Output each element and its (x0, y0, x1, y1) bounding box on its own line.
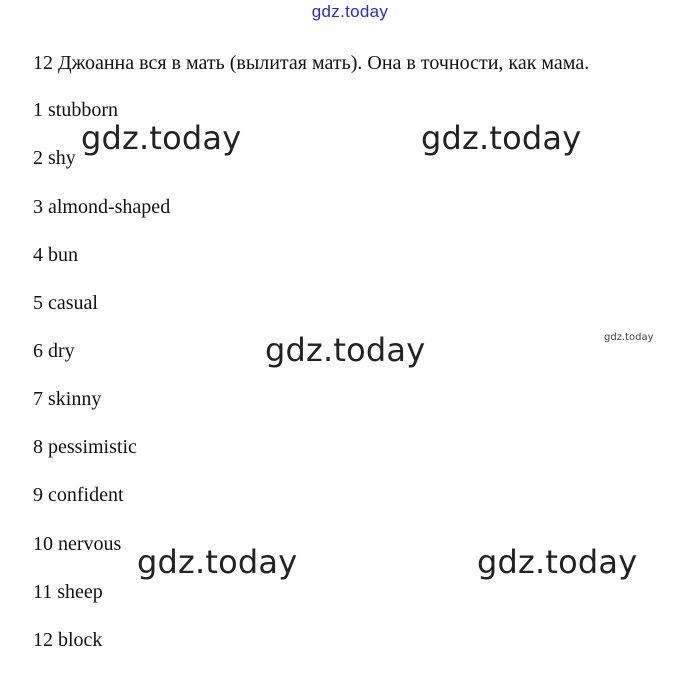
list-item: 4 bun (33, 244, 78, 266)
list-item: 2 shy (33, 147, 76, 169)
list-item: 7 skinny (33, 388, 102, 410)
list-item: 1 stubborn (33, 99, 118, 121)
list-item: 6 dry (33, 340, 75, 362)
watermark-large: gdz.today (421, 119, 582, 157)
header-watermark: gdz.today (311, 2, 389, 21)
list-item: 5 casual (33, 292, 98, 314)
watermark-large: gdz.today (265, 331, 426, 369)
list-item: 8 pessimistic (33, 436, 137, 458)
list-item: 10 nervous (33, 533, 122, 555)
watermark-large: gdz.today (137, 543, 298, 581)
watermark-small: gdz.today (604, 332, 654, 343)
watermark-large: gdz.today (81, 119, 242, 157)
watermark-large: gdz.today (477, 543, 638, 581)
translation-sentence: 12 Джоанна вся в мать (вылитая мать). Она в точности, как мама. (33, 52, 590, 74)
list-item: 3 almond-shaped (33, 196, 171, 218)
list-item: 11 sheep (33, 581, 103, 603)
list-item: 12 block (33, 629, 103, 651)
list-item: 9 confident (33, 484, 124, 506)
